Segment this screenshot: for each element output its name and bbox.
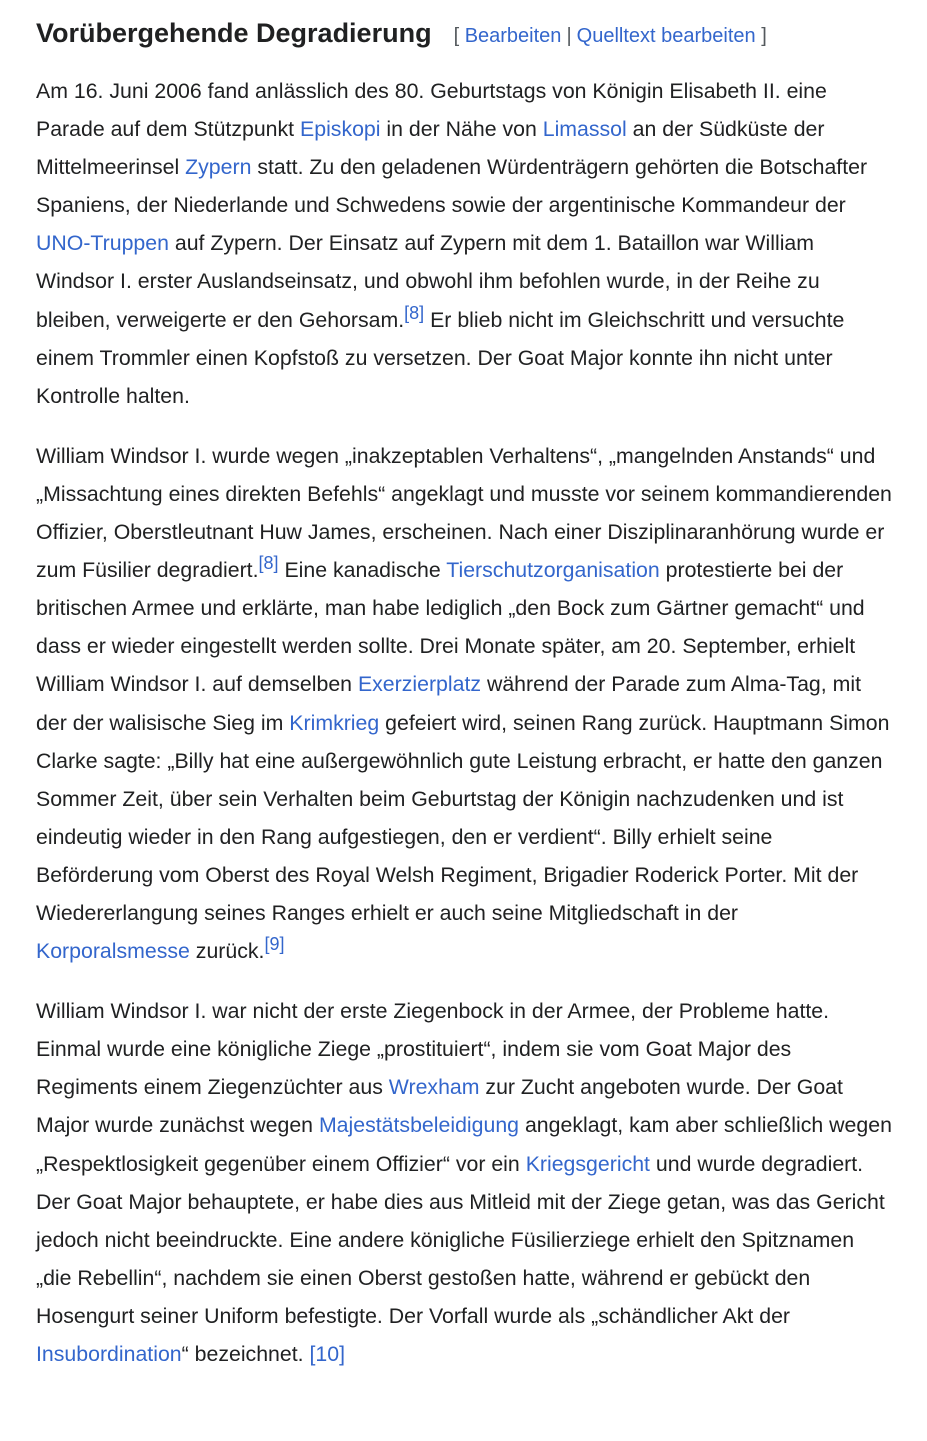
text-span: auf Zypern. Der Einsatz auf Zypern mit dem 1. Bataillon war William Windsor I. erster Auslandseinsatz, und obwohl ihm befohlen wurde, in der Reihe zu bleiben, verweigerte er den Gehorsam. bbox=[36, 231, 820, 332]
source-edit-link[interactable]: Quelltext bearbeiten bbox=[576, 25, 756, 47]
text-span: zur Zucht angeboten wurde. Der Goat Major wurde zunächst wegen bbox=[36, 1075, 843, 1138]
link-zypern[interactable]: Zypern bbox=[185, 155, 252, 180]
text-span: William Windsor I. war nicht der erste Ziegenbock in der Armee, der Probleme hatte. Einmal wurde eine königliche Ziege „prostituiert“, indem sie vom Goat Major des Regiments einem Ziegenzüchter aus bbox=[36, 999, 830, 1100]
reference-8-link[interactable]: [8] bbox=[404, 302, 425, 323]
text-span: während der Parade zum Alma-Tag, mit der der walisische Sieg im bbox=[36, 672, 861, 735]
link-wrexham[interactable]: Wrexham bbox=[388, 1075, 480, 1100]
section-title: Vorübergehende Degradierung bbox=[36, 18, 432, 48]
link-limassol[interactable]: Limassol bbox=[542, 117, 627, 142]
reference-10-link[interactable]: [10] bbox=[309, 1342, 346, 1366]
text-span: William Windsor I. wurde wegen „inakzeptablen Verhaltens“, „mangelnden Anstands“ und „Missachtung eines direkten Befehls“ angeklagt und musste vor seinem kommandierenden Offizier, Oberstleutnant Huw James, erscheinen. Nach einer Disziplinaranhörung wurde er zum Füsilier degradiert. bbox=[36, 443, 892, 583]
edit-separator: | bbox=[566, 25, 572, 47]
reference-9 bbox=[264, 934, 284, 954]
edit-bracket-close: ] bbox=[761, 25, 767, 47]
edit-link[interactable]: Bearbeiten bbox=[464, 25, 562, 47]
link-tierschutzorganisation[interactable]: Tierschutzorganisation bbox=[446, 558, 660, 583]
text-span: in der Nähe von bbox=[380, 117, 543, 142]
section-heading bbox=[36, 14, 893, 58]
link-insubordination[interactable]: Insubordination bbox=[36, 1342, 182, 1366]
paragraph-parade bbox=[36, 72, 893, 415]
text-span: Eine kanadische bbox=[278, 558, 447, 583]
link-kriegsgericht[interactable]: Kriegsgericht bbox=[525, 1151, 650, 1176]
link-exerzierplatz[interactable]: Exerzierplatz bbox=[357, 672, 482, 697]
reference-8 bbox=[404, 302, 424, 322]
paragraph-history bbox=[36, 992, 893, 1373]
text-span: zurück. bbox=[189, 939, 265, 964]
reference-8 bbox=[259, 553, 279, 573]
edit-bracket-open: [ bbox=[453, 25, 460, 47]
text-span: Er blieb nicht im Gleichschritt und versuchte einem Trommler einen Kopfstoß zu versetzen. Der Goat Major konnte ihn nicht unter Kontrolle halten. bbox=[36, 307, 845, 408]
text-span: “ bezeichnet. bbox=[181, 1342, 310, 1366]
link-episkopi[interactable]: Episkopi bbox=[300, 117, 381, 142]
text-span: an der Südküste der Mittelmeerinsel bbox=[36, 117, 825, 180]
reference-9-link[interactable]: [9] bbox=[264, 933, 285, 954]
link-uno-truppen[interactable]: UNO-Truppen bbox=[36, 231, 169, 256]
text-span: protestierte bei der britischen Armee und erklärte, man habe lediglich „den Bock zum Gärtner gemacht“ und dass er wieder eingestellt werden sollte. Drei Monate später, am 20. September, erhielt William Windsor I. auf demselben bbox=[36, 558, 865, 697]
text-span: angeklagt, kam aber schließlich wegen „Respektlosigkeit gegenüber einem Offizier“ vor ein bbox=[36, 1113, 892, 1176]
text-span: statt. Zu den geladenen Würdenträgern gehörten die Botschafter Spaniens, der Niederlande und Schwedens sowie der argentinische Kommandeur der bbox=[36, 155, 868, 218]
link-majestaetsbeleidigung[interactable]: Majestätsbeleidigung bbox=[318, 1113, 520, 1138]
paragraph-demotion bbox=[36, 437, 893, 970]
edit-section-links bbox=[454, 25, 767, 48]
text-span: Am 16. Juni 2006 fand anlässlich des 80. Geburtstags von Königin Elisabeth II. eine Parade auf dem Stützpunkt bbox=[36, 79, 827, 142]
text-span: und wurde degradiert. Der Goat Major behauptete, er habe dies aus Mitleid mit der Ziege getan, was das Gericht jedoch nicht beeindruckte. Eine andere königliche Füsilierziege erhielt den Spitznamen „die Rebellin“, nachdem sie einen Oberst gestoßen hatte, während er gebückt den Hosengurt seiner Uniform befestigte. Der Vorfall wurde als „schändlicher Akt der bbox=[36, 1151, 885, 1328]
text-span: gefeiert wird, seinen Rang zurück. Hauptmann Simon Clarke sagte: „Billy hat eine außergewöhnlich gute Leistung erbracht, er hatte den ganzen Sommer Zeit, über sein Verhalten beim Geburtstag der Königin nachzudenken und ist eindeutig wieder in den Rang aufgestiegen, den er verdient“. Billy erhielt seine Beförderung vom Oberst des Royal Welsh Regiment, Brigadier Roderick Porter. Mit der Wiedererlangung seines Ranges erhielt er auch seine Mitgliedschaft in der bbox=[36, 710, 890, 925]
link-krimkrieg[interactable]: Krimkrieg bbox=[289, 710, 380, 735]
reference-8-link[interactable]: [8] bbox=[258, 553, 279, 574]
link-korporalsmesse[interactable]: Korporalsmesse bbox=[36, 939, 190, 964]
